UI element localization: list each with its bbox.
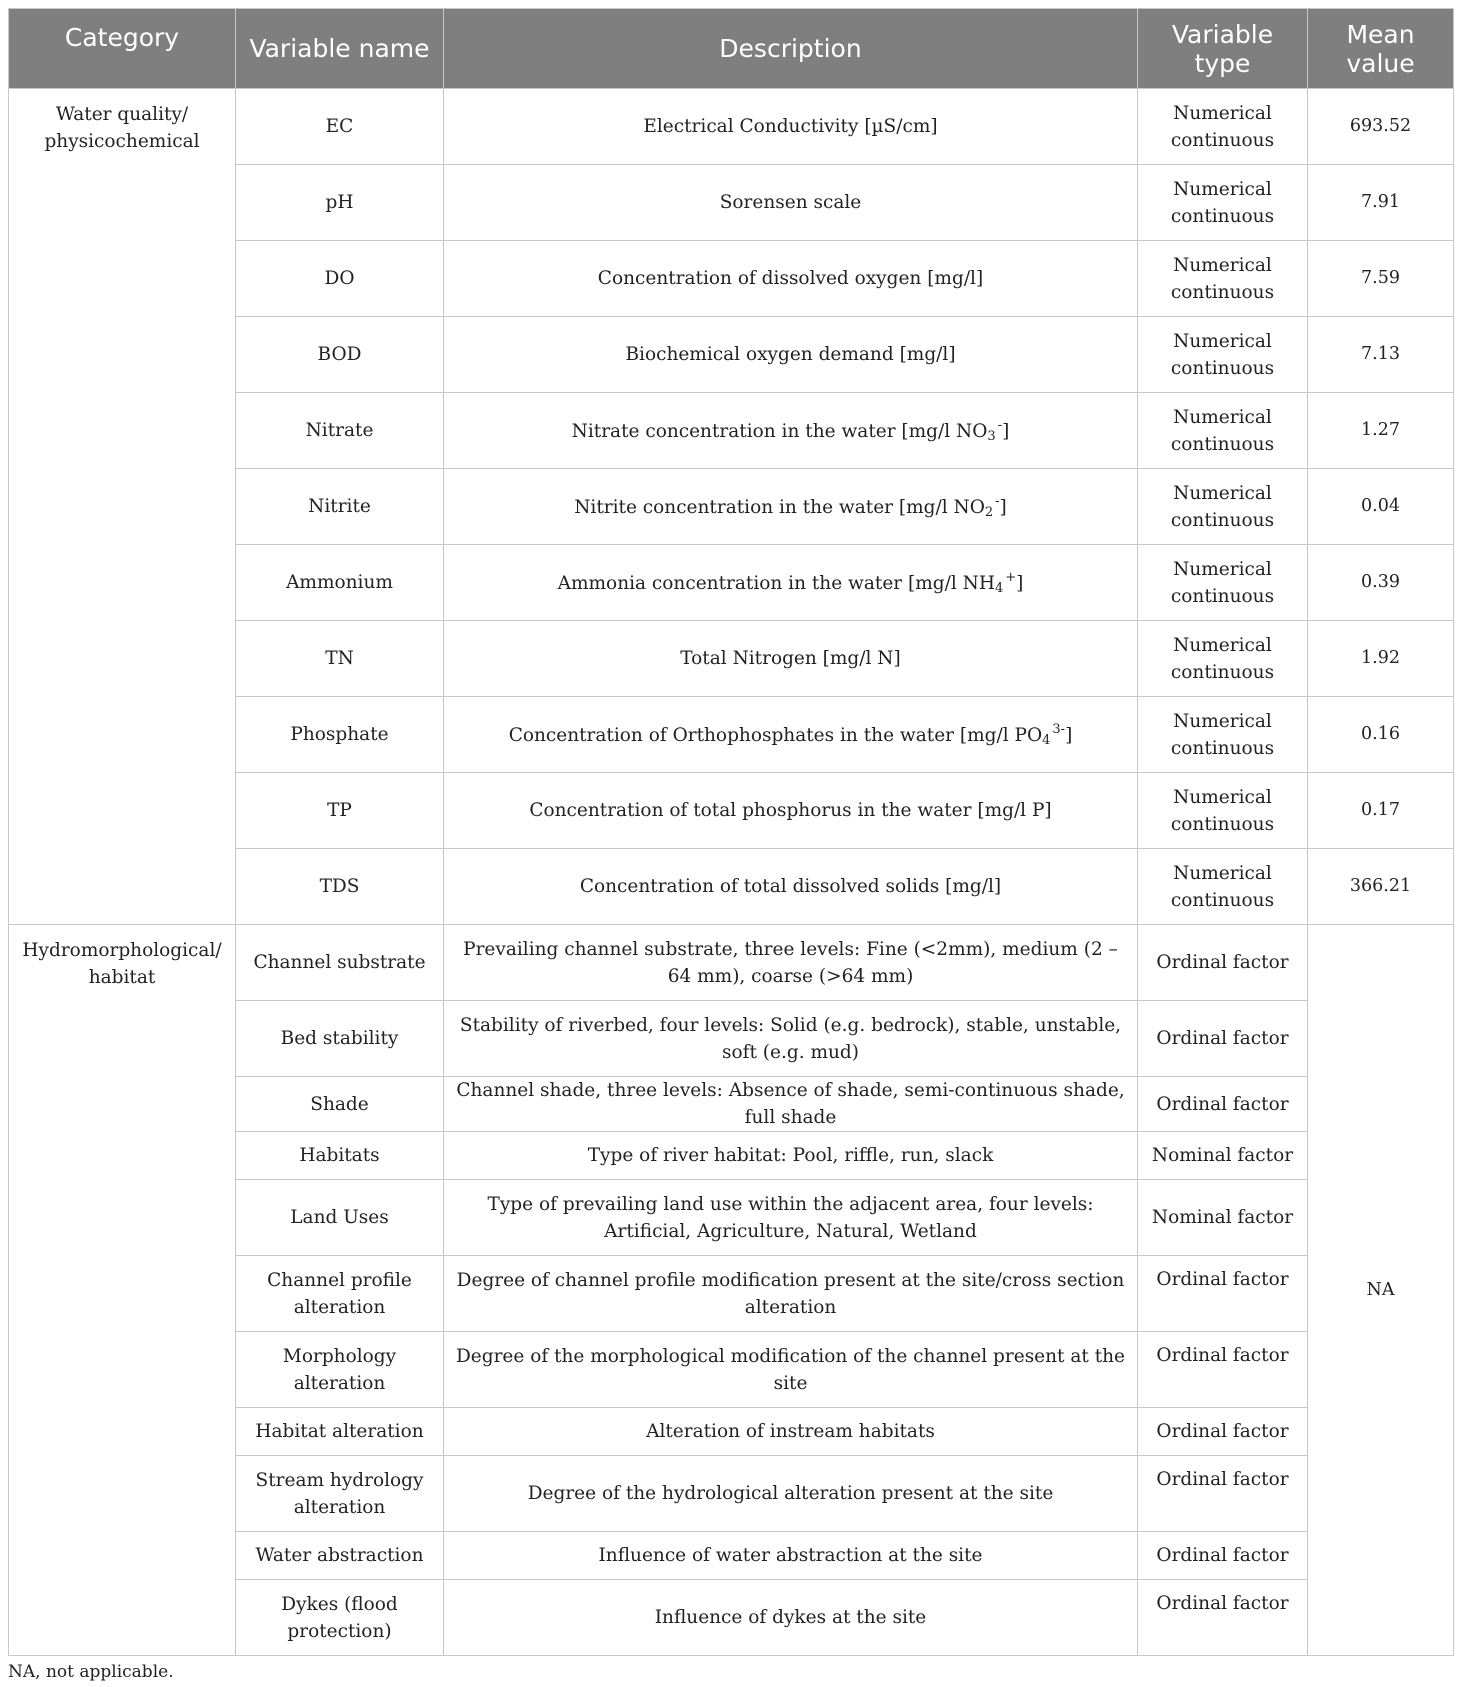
variable-description: Sorensen scale xyxy=(444,165,1138,241)
variable-type: Ordinal factor xyxy=(1138,1001,1308,1077)
variable-type: Numerical continuous xyxy=(1138,849,1308,925)
variable-type: Numerical continuous xyxy=(1138,697,1308,773)
category-hydromorphological: Hydromorphological/ habitat xyxy=(9,925,236,1656)
variable-name: Ammonium xyxy=(236,545,444,621)
variable-name: Land Uses xyxy=(236,1180,444,1256)
header-variable-name: Variable name xyxy=(236,9,444,89)
variable-description: Concentration of total phosphorus in the water [mg/l P] xyxy=(444,773,1138,849)
variable-description: Degree of the hydrological alteration present at the site xyxy=(444,1456,1138,1532)
variable-name: EC xyxy=(236,89,444,165)
variable-type: Numerical continuous xyxy=(1138,469,1308,545)
variable-name: Shade xyxy=(236,1077,444,1132)
table-row xyxy=(9,925,1454,1001)
variable-description: Type of prevailing land use within the adjacent area, four levels: Artificial, Agriculture, Natural, Wetland xyxy=(444,1180,1138,1256)
variable-type: Numerical continuous xyxy=(1138,241,1308,317)
variable-type: Numerical continuous xyxy=(1138,317,1308,393)
table-container xyxy=(8,8,1453,1656)
variable-name: TDS xyxy=(236,849,444,925)
mean-value-na: NA xyxy=(1308,925,1454,1656)
variable-description: Type of river habitat: Pool, riffle, run, slack xyxy=(444,1132,1138,1180)
variable-name: Dykes (flood protection) xyxy=(236,1580,444,1656)
header-description: Description xyxy=(444,9,1138,89)
variable-type: Ordinal factor xyxy=(1138,1580,1308,1656)
mean-value: 7.13 xyxy=(1308,317,1454,393)
variable-type: Numerical continuous xyxy=(1138,165,1308,241)
mean-value: 1.27 xyxy=(1308,393,1454,469)
variable-type: Nominal factor xyxy=(1138,1132,1308,1180)
variable-description: Concentration of dissolved oxygen [mg/l] xyxy=(444,241,1138,317)
variable-name: Morphology alteration xyxy=(236,1332,444,1408)
mean-value: 0.39 xyxy=(1308,545,1454,621)
variable-description: Electrical Conductivity [µS/cm] xyxy=(444,89,1138,165)
variable-name: BOD xyxy=(236,317,444,393)
variable-name: Habitats xyxy=(236,1132,444,1180)
table-footnote: NA, not applicable. xyxy=(8,1662,174,1682)
variable-description: Degree of the morphological modification of the channel present at the site xyxy=(444,1332,1138,1408)
variable-type: Numerical continuous xyxy=(1138,621,1308,697)
variable-type: Ordinal factor xyxy=(1138,1456,1308,1532)
variable-type: Ordinal factor xyxy=(1138,1256,1308,1332)
category-water-quality: Water quality/ physicochemical xyxy=(9,89,236,925)
variable-description: Ammonia concentration in the water [mg/l $NH_4^+$] xyxy=(444,545,1138,621)
variable-description: Influence of water abstraction at the site xyxy=(444,1532,1138,1580)
variable-description: Alteration of instream habitats xyxy=(444,1408,1138,1456)
variable-description: Nitrite concentration in the water [mg/l $NO_2^-$] xyxy=(444,469,1138,545)
variable-description: Concentration of total dissolved solids [mg/l] xyxy=(444,849,1138,925)
variable-type: Ordinal factor xyxy=(1138,1077,1308,1132)
variable-name: pH xyxy=(236,165,444,241)
variable-description: Total Nitrogen [mg/l N] xyxy=(444,621,1138,697)
variable-type: Numerical continuous xyxy=(1138,545,1308,621)
variable-name: Stream hydrology alteration xyxy=(236,1456,444,1532)
variable-description: Influence of dykes at the site xyxy=(444,1580,1138,1656)
variable-name: Channel substrate xyxy=(236,925,444,1001)
variable-type: Ordinal factor xyxy=(1138,1408,1308,1456)
header-mean-value: Mean value xyxy=(1308,9,1454,89)
mean-value: 7.91 xyxy=(1308,165,1454,241)
variable-description: Nitrate concentration in the water [mg/l $NO_3^-$] xyxy=(444,393,1138,469)
variable-name: Water abstraction xyxy=(236,1532,444,1580)
mean-value: 366.21 xyxy=(1308,849,1454,925)
variable-type: Ordinal factor xyxy=(1138,1332,1308,1408)
variable-name: DO xyxy=(236,241,444,317)
variable-description: Degree of channel profile modification present at the site/cross section alteration xyxy=(444,1256,1138,1332)
variable-type: Nominal factor xyxy=(1138,1180,1308,1256)
variable-name: Bed stability xyxy=(236,1001,444,1077)
header-row xyxy=(9,9,1454,89)
variable-name: Channel profile alteration xyxy=(236,1256,444,1332)
variable-name: Nitrate xyxy=(236,393,444,469)
variable-description: Prevailing channel substrate, three levels: Fine (<2mm), medium (2 – 64 mm), coarse (>64 mm) xyxy=(444,925,1138,1001)
variable-description: Stability of riverbed, four levels: Solid (e.g. bedrock), stable, unstable, soft (e.g. mud) xyxy=(444,1001,1138,1077)
variable-description: Concentration of Orthophosphates in the water [mg/l $PO_4^{3-}$] xyxy=(444,697,1138,773)
mean-value: 1.92 xyxy=(1308,621,1454,697)
variable-name: TN xyxy=(236,621,444,697)
mean-value: 693.52 xyxy=(1308,89,1454,165)
variable-type: Ordinal factor xyxy=(1138,1532,1308,1580)
header-category: Category xyxy=(9,9,236,89)
mean-value: 0.04 xyxy=(1308,469,1454,545)
variable-name: Habitat alteration xyxy=(236,1408,444,1456)
variable-type: Numerical continuous xyxy=(1138,393,1308,469)
variable-type: Numerical continuous xyxy=(1138,89,1308,165)
mean-value: 7.59 xyxy=(1308,241,1454,317)
variable-name: TP xyxy=(236,773,444,849)
variable-type: Numerical continuous xyxy=(1138,773,1308,849)
variable-name: Nitrite xyxy=(236,469,444,545)
mean-value: 0.17 xyxy=(1308,773,1454,849)
table-row xyxy=(9,89,1454,165)
variables-table xyxy=(8,8,1454,1656)
variable-description: Channel shade, three levels: Absence of shade, semi-continuous shade, full shade xyxy=(444,1077,1138,1132)
variable-type: Ordinal factor xyxy=(1138,925,1308,1001)
variable-description: Biochemical oxygen demand [mg/l] xyxy=(444,317,1138,393)
mean-value: 0.16 xyxy=(1308,697,1454,773)
header-variable-type: Variable type xyxy=(1138,9,1308,89)
variable-name: Phosphate xyxy=(236,697,444,773)
